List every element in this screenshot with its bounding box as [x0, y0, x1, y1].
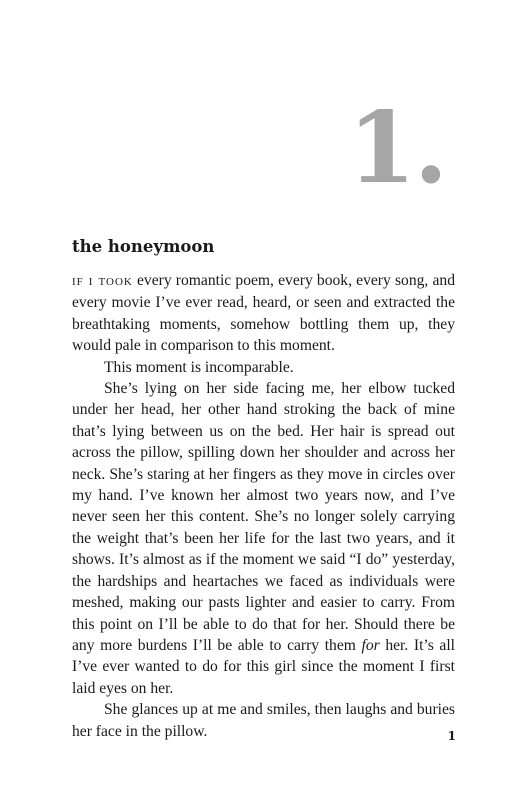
- chapter-number: 1.: [347, 91, 446, 206]
- lead-in-small-caps: if i took: [72, 273, 133, 289]
- paragraph-2: This moment is incomparable.: [104, 358, 294, 376]
- paragraph-3: [72, 378, 455, 699]
- emphasis-for: for: [361, 636, 380, 654]
- paragraph-3-end: her. It’s all I’ve ever wanted to do for this girl since the moment I first laid eyes on her.: [72, 636, 455, 697]
- chapter-title: the honeymoon: [72, 237, 215, 256]
- paragraph-1-text: every romantic poem, every book, every song, and every movie I’ve ever read, heard, or seen and extracted the breathtaking moments, somehow bottling them up, they would pale in comparison to this moment.: [72, 272, 456, 355]
- paragraph-1: [72, 270, 455, 357]
- page-number: 1: [447, 729, 456, 743]
- paragraph-4: She glances up at me and smiles, then laughs and buries her face in the pillow.: [72, 701, 455, 740]
- chapter-body: [72, 270, 455, 742]
- paragraph-3-text: She’s lying on her side facing me, her elbow tucked under her head, her other hand stroking the back of mine that’s lying between us on the bed. Her hair is spread out across the pillow, spilling down her shoulder and across her neck. She’s staring at her fingers as they move in circles over my hand. I’ve known her almost two years now, and I’ve never seen her this content. She’s no longer solely carrying the weight that’s been her life for the last two years, and it shows. It’s almost as if the moment we said “I do” yesterday, the hardships and heartaches we faced as individuals were meshed, making our pasts lighter and easier to carry. From this point on I’ll be able to do that for her. Should there be any more burdens I’ll be able to carry them: [72, 380, 455, 654]
